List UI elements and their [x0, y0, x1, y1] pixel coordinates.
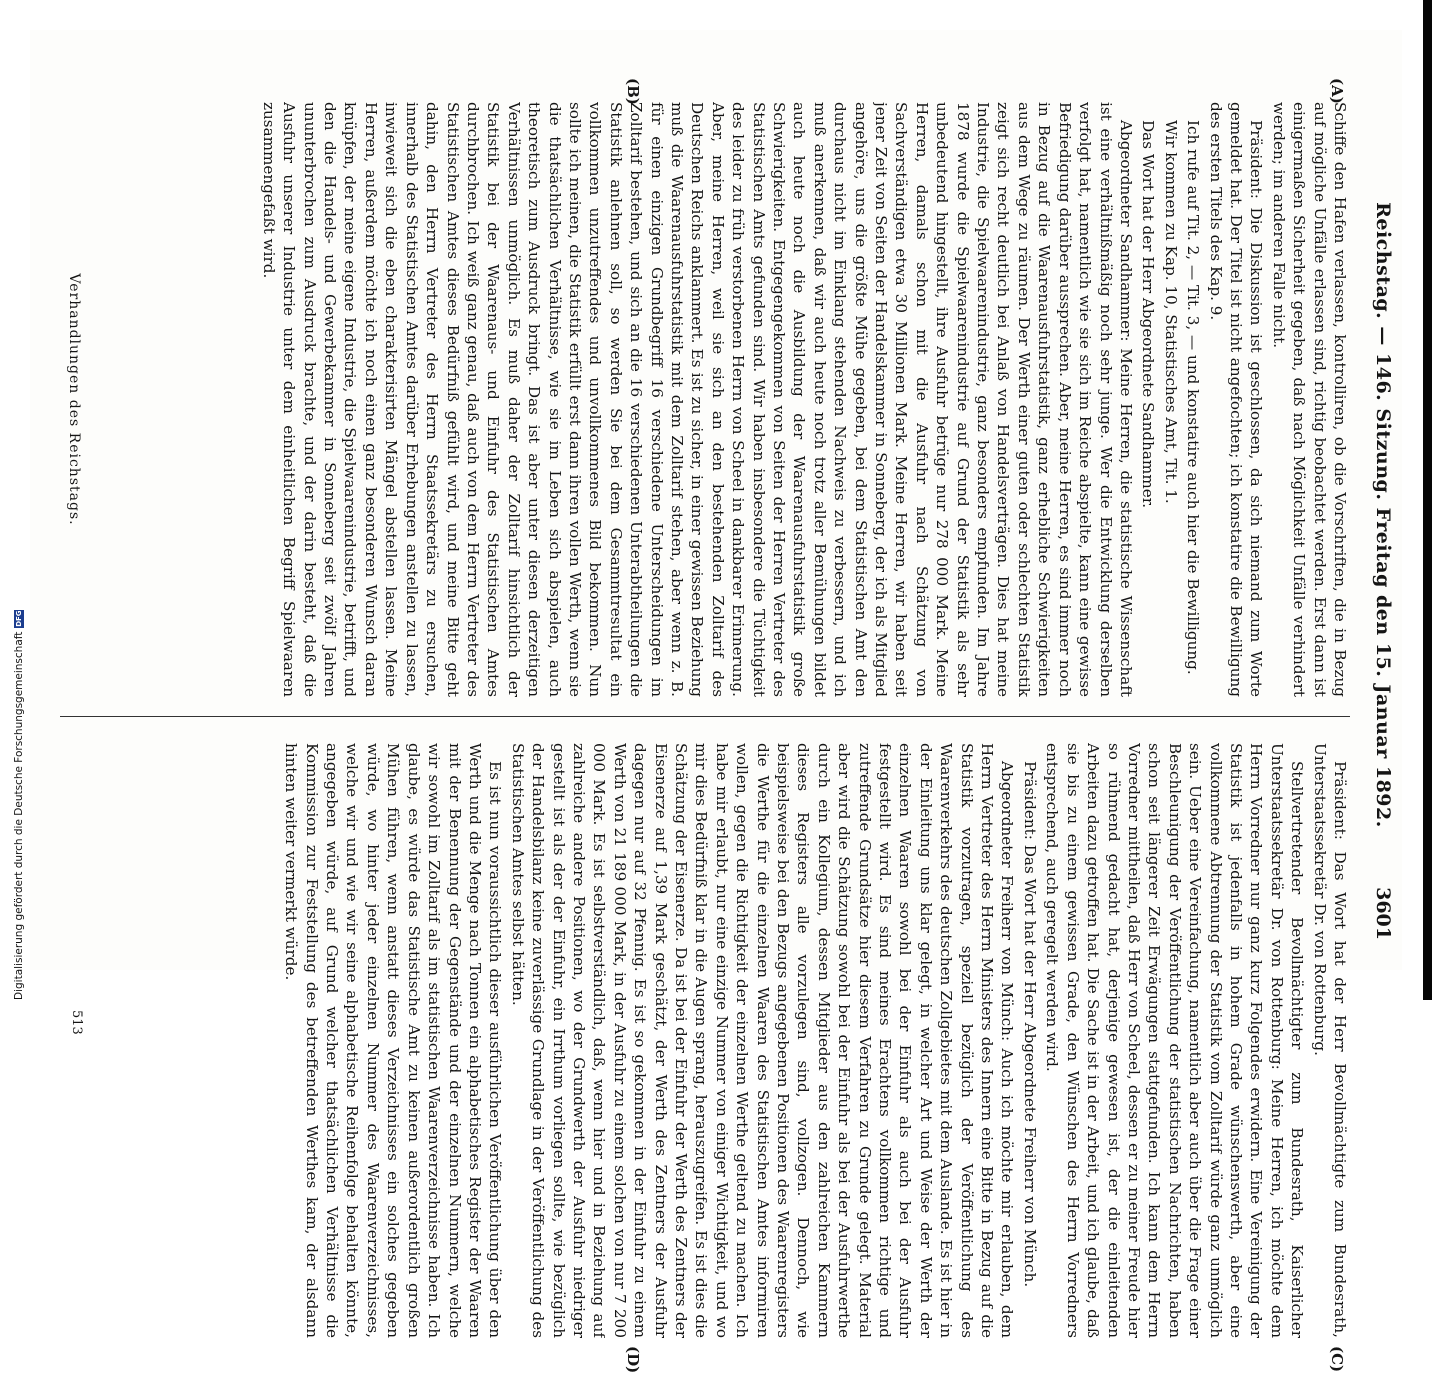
paragraph: Abgeordneter Sandhammer: Meine Herren, die statistische Wissenschaft ist eine verhältnißmäßig noch sehr junge. Wer die Entwicklung derselben verfolgt hat, namentlich wie sie sich im Reiche abspielte, kann eine gewisse Befriedigung darüber aussprechen. Aber, meine Herren, es sind immer noch in Bezug auf die Waarenausfuhrstatistik, ganz erhebliche Schwierigkeiten aus dem Wege zu räumen. Der Werth einer guten oder schlechten Statistik zeigt sich recht deutlich bei Anlaß von Handelsverträgen. Dies hat meine Industrie, die Spielwaarenindustrie, ganz besonders empfunden. Im Jahre 1878 wurde die Spielwaarenindustrie auf Grund der Statistik als sehr unbedeutend hingestellt, ihre Ausfuhr betrüge nur 278 000 Mark. Meine Herren, damals schon mit die Ausfuhr nach Schätzung von Sachverständigen etwa 30 Millionen Mark. Meine Herren, wir haben seit jener Zeit von Seiten der Handelskammer in Sonneberg, der ich als Mitglied angehöre, uns die größte Mühe gegeben, bei dem Statistischen Amt den durchaus nicht im Einklang stehenden Nachweis zu verbessern, und ich muß anerkennen, daß wir auch heute noch trotz aller Bemühungen bildet auch heute noch die Ausbildung der Waarenausfuhrstatistik große Schwierigkeiten. Entgegengekommen von Seiten der Herren Vertreter des Statistischen Amts gefunden sind. Wir haben insbesondere die Tüchtigkeit des leider zu früh verstorbenen Herrn von Scheel in dankbarer Erinnerung. Aber, meine Herren, weil sie sich an den bestehenden Zolltarif des Deutschen Reichs anklammert. Es ist zu sicher, in einer gewissen Beziehung muß die Waarenausfuhrstatistik mit dem Zolltarif stehen, aber wenn z. B. für einen einzigen Grundbegriff 16 verschiedene Unterscheidungen im Zolltarif bestehen, und sich an die 16 verschiedenen Unterabtheilungen die Statistik anlehnen soll, so werden Sie bei dem Gesammtresultat ein vollkommen unzutreffendes und unvollkommenes Bild bekommen. Nun sollte ich meinen, die Statistik erfüllt erst dann ihren vollen Werth, wenn sie die thatsächlichen Verhältnisse, wie sie im Leben sich abspielen, auch theoretisch zum Ausdruck bringt. Das ist aber unter diesen derzeitigen Verhältnissen unmöglich. Es muß daher der Zolltarif hinsichtlich der Statistik bei der Waarenaus- und Einfuhr des Statistischen Amtes durchbrochen. Ich weiß ganz genau, daß auch von dem Herrn Vertreter des Statistischen Amtes dieses Bedürfniß gefühlt wird, und meine Bitte geht dahin, den Herrn Vertreter des Herrn Staatssekretärs zu ersuchen, innerhalb des Statistischen Amtes darüber Erhebungen anstellen zu lassen, inwieweit sich die eben charakterisirten Mängel abstellen lassen. Meine Herren, außerdem möchte ich noch einen ganz besonderen Wunsch daran knüpfen, der meine eigene Industrie, die Spielwaarenindustrie, betrifft, und den die Handels- und Gewerbekammer in Sonneberg seit zwölf Jahren ununterbrochen zum Ausdruck brachte, und der darin besteht, daß die Ausfuhr unserer Industrie unter dem einheitlichen Begriff Spielwaaren zusammengefaßt wird. [259, 102, 1135, 697]
scanner-edge [1423, 0, 1432, 1000]
paragraph: Das Wort hat der Herr Abgeordnete Sandhammer. [1139, 120, 1158, 509]
running-header [1360, 90, 1394, 940]
sheet-number: 513 [69, 1010, 84, 1035]
column-divider [60, 716, 1350, 717]
paragraph: Abgeordneter Freiherr von Münch: Auch ich möchte mir erlauben, dem Herrn Vertreter des Herrn Ministers des Innern eine Bitte in Bezug auf die Statistik vorzutragen, speziell bezüglich der Veröffentlichung des Waarenverkehrs des deutschen Zollgebietes mit dem Auslande. Es ist hier in der Einleitung uns klar gelegt, in welcher Art und Weise der Werth der einzelnen Waaren sowohl bei der Einfuhr als auch bei der Ausfuhr festgestellt wird. Es sind meines Erachtens vollkommen richtige und zutreffende Grundsätze hier diesem Verfahren zu Grunde gelegt. Material aber wird die Schätzung sowohl bei der Einfuhr als bei der Ausfuhrwerthe durch ein Kollegium, dessen Mitglieder aus den zahlreichen Kammern dieses Registers alle vorzulegen sind, vollzogen. Dennoch, wie beispielsweise bei den Bezugs angegebenen Positionen des Waarenregisters die Werthe für die einzelnen Waaren des Statistischen Amtes informiren wollen, gegen die Richtigkeit der einzelnen Werthe geltend zu machen. Ich habe mir erlaubt, nur eine einzige Nummer von einiger Wichtigkeit, und wo mir dies Bedürfniß klar in die Augen sprang, herauszugreifen. Es ist dies die Schätzung der Eisenerze. Da ist bei der Einfuhr der Werth des Zentners der Eisenerze auf 1,39 Mark geschätzt, der Werth des Zentners der Ausfuhr dagegen nur auf 32 Pfennig. Es ist so gekommen in der Einfuhr zu einem Werth von 21 189 000 Mark, in der Ausfuhr zu einem solchen von nur 7 200 000 Mark. Es ist selbstverständlich, daß, wenn hier und in Beziehung auf zahlreiche andere Positionen, wo der Grundwerth der Ausfuhr niedriger gestellt ist als der der Einfuhr, ein Irrthum vorliegen sollte, wie bezüglich der Handelsbilanz keine zuverlässige Grundlage in der Veröffentlichung des Statistischen Amtes selbst hätten. [508, 743, 1017, 1338]
paragraph: Präsident: Die Diskussion ist geschlossen, da sich niemand zum Worte gemeldet hat. Der Titel ist nicht angefochten; ich konstatire die Bewilligung des ersten Titels des Kap. 9. [1206, 102, 1266, 697]
page-number: 3601 [1372, 887, 1394, 940]
paragraph: Präsident: Das Wort hat der Herr Bevollmächtigte zum Bundesrath, Unterstaatssekretär Dr. von Rottenburg. [1310, 743, 1349, 1338]
dfg-logo-icon: DFG [15, 610, 23, 627]
paragraph: Präsident: Das Wort hat der Herr Abgeordnete Freiherr von Münch. [1020, 761, 1039, 1288]
margin-mark-c: (C) [1328, 1346, 1346, 1373]
paragraph: Ich rufe auf Tit. 2, — Tit. 3, — und konstatire auch hier die Bewilligung. [1184, 120, 1203, 675]
scanned-page [30, 30, 1402, 1373]
header-title: Reichstag. — 146. Sitzung. Freitag den 15. Januar 1892. [1372, 202, 1394, 828]
margin-mark-a: (A) [1328, 78, 1346, 104]
left-text-column [50, 102, 1350, 697]
paragraph: Schiffe den Hafen verlassen, kontrolliren, ob die Vorschriften, die in Bezug auf mögliche Unfälle erlassen sind, richtig beobachtet werden. Erst dann ist einigermaßen Sicherheit gegeben, daß nach Möglichkeit Unfälle verhindert werden; im anderen Falle nicht. [1269, 102, 1349, 697]
margin-mark-d: (D) [624, 1346, 642, 1373]
margin-mark-b: (B) [624, 78, 642, 105]
paragraph: Wir kommen zu Kap. 10, Statistisches Amt, Tit. 1. [1161, 120, 1180, 504]
digitization-credit [11, 600, 27, 1000]
credit-text: Digitalisierung gefördert durch die Deutsche Forschungsgemeinschaft [13, 631, 25, 1000]
right-text-column [50, 743, 1350, 1338]
paragraph: Stellvertretender Bevollmächtigter zum Bundesrath, Kaiserlicher Unterstaatssekretär Dr. von Rottenburg: Meine Herren, ich möchte dem Herrn Vorredner nur ganz kurz Folgendes erwidern. Eine Vereinigung der Statistik ist jedenfalls in hohem Grade wünschenswerth, aber eine vollkommene Abtrennung der Statistik vom Zolltarif würde ganz unmöglich sein. Ueber eine Vereinfachung, namentlich aber auch über die Frage einer Beschleunigung der Veröffentlichung der statistischen Nachrichten, haben schon seit längerer Zeit Erwägungen stattgefunden. Ich kann dem Herrn Vorredner mittheilen, daß Herr von Scheel, dessen er zu meiner Freude hier so rühmend gedacht hat, derjenige gewesen ist, der die einleitenden Arbeiten dazu getroffen hat. Die Sache ist in der Arbeit, und ich glaube, daß sie bis zu einem gewissen Grade, den Wünschen des Herrn Vorredners entsprechend, auch geregelt werden wird. [1043, 743, 1307, 1338]
paragraph: Es ist nun voraussichtlich dieser ausführlichen Veröffentlichung über den Werth und die Menge nach Tonnen ein alphabetisches Register der Waaren mit der Benennung der Gegenstände und der einzelnen Nummern, welche wir sowohl im Zolltarif als im statistischen Waarenverzeichnisse haben. Ich glaube, es würde das Statistische Amt zu keinen außerordentlich großen Mühen führen, wenn anstatt dieses Verzeichnisses ein solches gegeben würde, wo hinter jeder einzelnen Nummer des Waarenverzeichnisses, welche wir und wie wir seine alphabetische Reihenfolge behalten könnte, angegeben würde, auf Grund welcher thatsächlichen Verhältnisse die Kommission zur Feststellung des betreffenden Werthes kam, der alsdann hinten weiter vermerkt würde. [282, 743, 505, 1338]
column-footer: Verhandlungen des Reichstags. [66, 273, 82, 526]
